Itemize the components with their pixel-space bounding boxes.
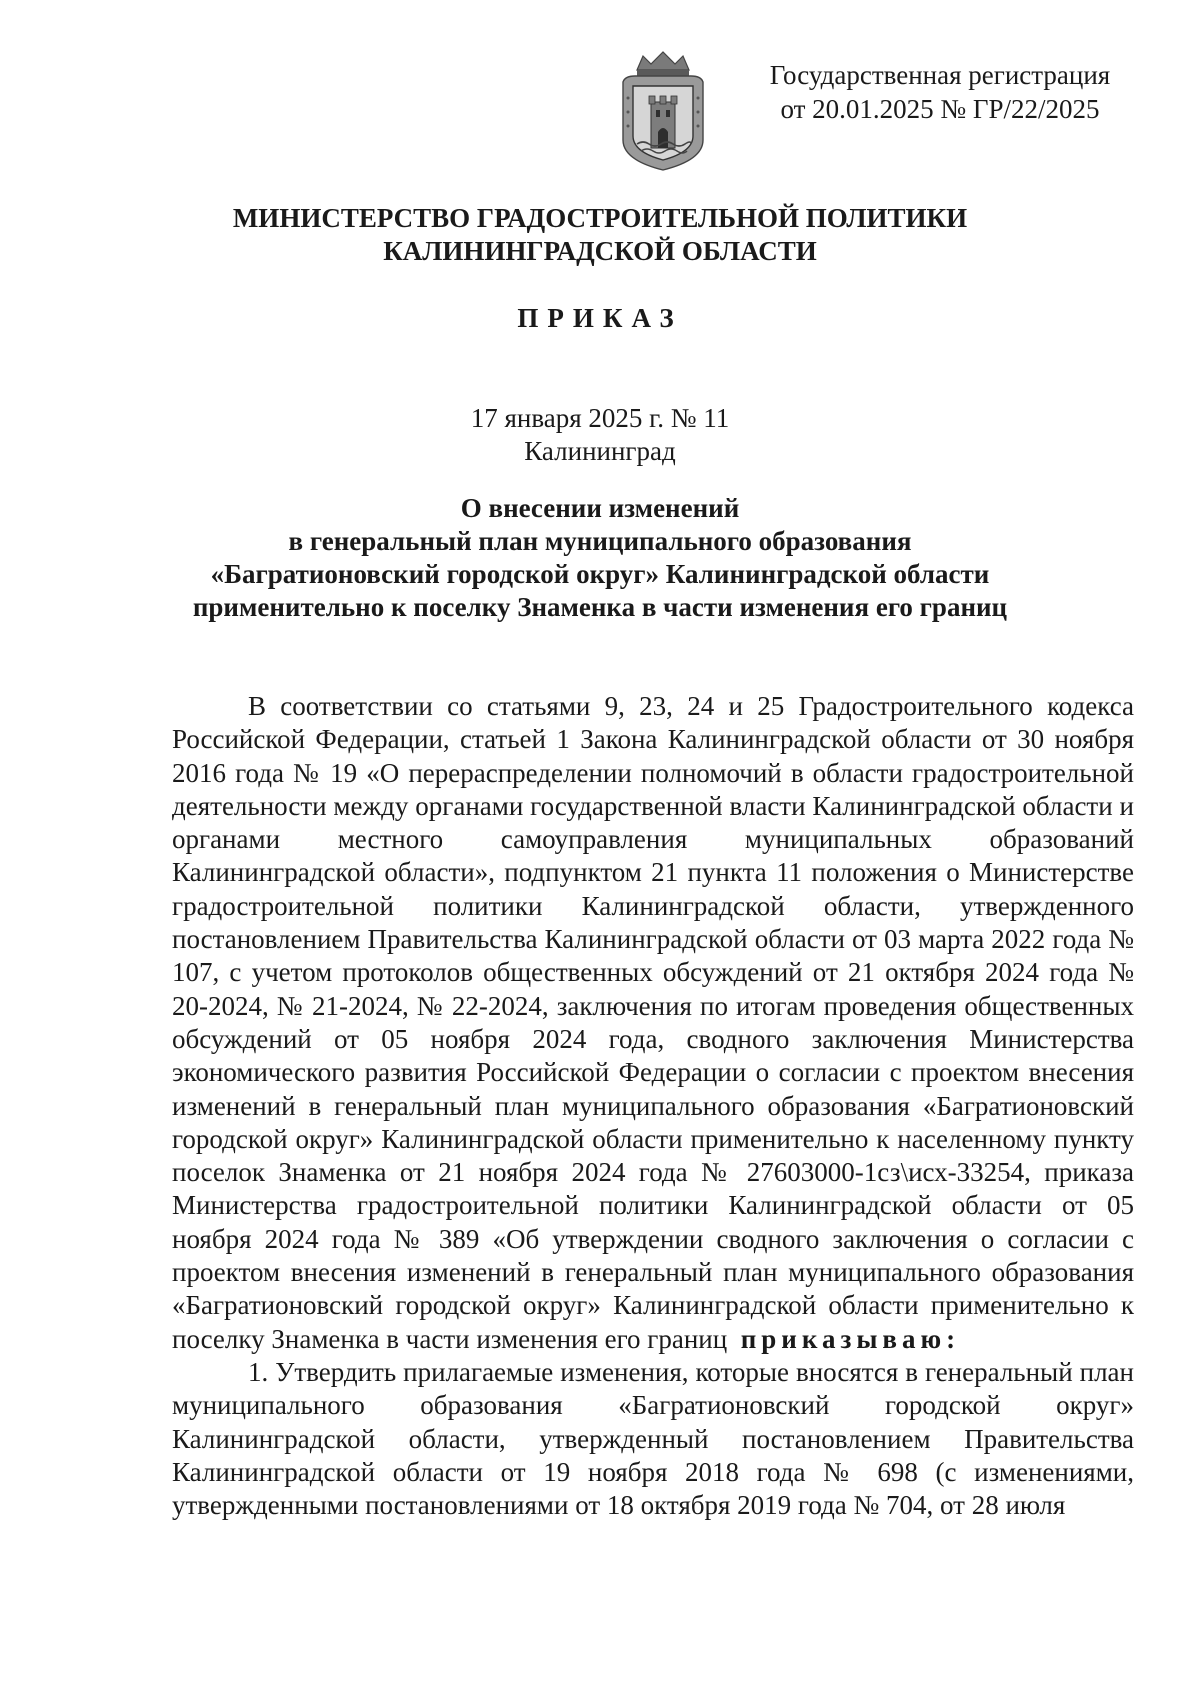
registration-line-2: от 20.01.2025 № ГР/22/2025 <box>780 94 1100 124</box>
order-verb: приказываю: <box>740 1323 961 1354</box>
order-subject <box>0 492 1200 624</box>
registration-line-1: Государственная регистрация <box>769 60 1111 90</box>
subject-line-2: в генеральный план муниципального образования <box>288 526 912 556</box>
document-type: ПРИКАЗ <box>517 303 683 333</box>
order-body <box>172 690 1134 1522</box>
coat-of-arms-icon <box>615 48 711 172</box>
preamble-paragraph <box>172 690 1134 1356</box>
subject-line-3: «Багратионовский городской округ» Калининградской области <box>210 559 990 589</box>
item-1-paragraph: 1. Утвердить прилагаемые изменения, которые вносятся в генеральный план муниципального образования «Багратионовский городской округ» Калининградской области, утвержденный постановлением Правительства Калининградской области от 19 ноября 2018 года № 698 (с изменениями, утвержденными постановлениями от 18 октября 2019 года № 704, от 28 июля <box>172 1356 1134 1521</box>
subject-line-1: О внесении изменений <box>460 493 740 523</box>
state-registration <box>740 58 1140 126</box>
subject-line-4: применительно к поселку Знаменка в части изменения его границ <box>192 592 1008 622</box>
order-date-number: 17 января 2025 г. № 11 <box>470 403 730 433</box>
order-city: Калининград <box>524 436 676 466</box>
preamble-text: В соответствии со статьями 9, 23, 24 и 25 Градостроительного кодекса Российской Федерации, статьей 1 Закона Калининградской области от 30 ноября 2016 года № 19 «О перераспределении полномочий в области градостроительной деятельности между органами государственной власти Калининградской области и органами местного самоуправления муниципальных образований Калининградской области», подпунктом 21 пункта 11 положения о Министерстве градостроительной политики Калининградской области, утвержденного постановлением Правительства Калининградской области от 03 марта 2022 года № 107, с учетом протоколов общественных обсуждений от 21 октября 2024 года № 20-2024, № 21-2024, № 22-2024, заключения по итогам проведения общественных обсуждений от 05 ноября 2024 года, сводного заключения Министерства экономического развития Российской Федерации о согласии с проектом внесения изменений в генеральный план муниципального образования «Багратионовский городской округ» Калининградской области применительно к населенному пункту поселок Знаменка от 21 ноября 2024 года № 27603000-1сз\исх-33254, приказа Министерства градостроительной политики Калининградской области от 05 ноября 2024 года № 389 «Об утверждении сводного заключения о согласии с проектом внесения изменений в генеральный план муниципального образования «Багратионовский городской округ» Калининградской области применительно к поселку Знаменка в части изменения его границ <box>172 691 1134 1354</box>
date-and-place <box>0 402 1200 468</box>
ministry-name <box>0 202 1200 268</box>
ministry-name-line-1: МИНИСТЕРСТВО ГРАДОСТРОИТЕЛЬНОЙ ПОЛИТИКИ <box>232 203 968 233</box>
ministry-name-line-2: КАЛИНИНГРАДСКОЙ ОБЛАСТИ <box>383 236 817 266</box>
